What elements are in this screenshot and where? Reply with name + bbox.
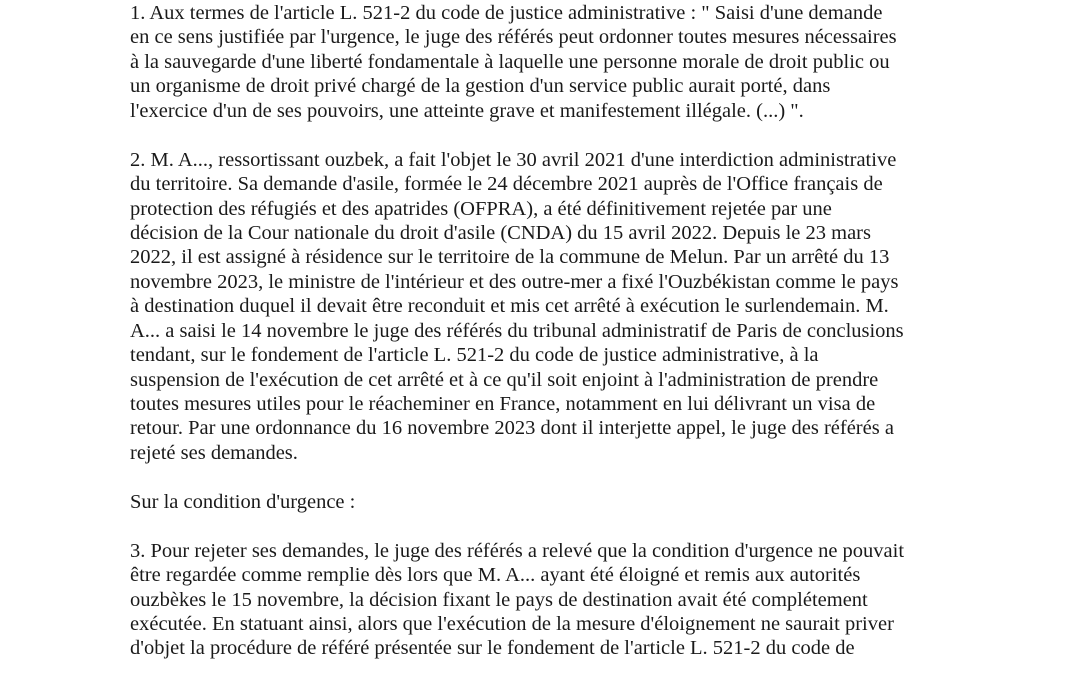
text-line: 3. Pour rejeter ses demandes, le juge des référés a relevé que la condition d'urgence ne pouvait — [130, 539, 905, 562]
text-line: du territoire. Sa demande d'asile, formée le 24 décembre 2021 auprès de l'Office français de — [130, 173, 883, 196]
text-line: être regardée comme remplie dès lors que M. A... ayant été éloigné et remis aux autorités — [130, 564, 861, 587]
text-line: tendant, sur le fondement de l'article L. 521-2 du code de justice administrative, à la — [130, 344, 819, 367]
text-line: 2. M. A..., ressortissant ouzbek, a fait l'objet le 30 avril 2021 d'une interdiction administrative — [130, 148, 897, 171]
paragraph-3 — [130, 539, 990, 661]
text-line: décision de la Cour nationale du droit d'asile (CNDA) du 15 avril 2022. Depuis le 23 mars — [130, 221, 871, 244]
text-line: retour. Par une ordonnance du 16 novembre 2023 dont il interjette appel, le juge des référés a — [130, 417, 894, 440]
text-line: un organisme de droit privé chargé de la gestion d'un service public aurait porté, dans — [130, 75, 831, 98]
text-line: rejeté ses demandes. — [130, 441, 298, 464]
text-line: protection des réfugiés et des apatrides (OFPRA), a été définitivement rejetée par une — [130, 197, 832, 220]
paragraph-spacer — [130, 514, 990, 538]
text-line: novembre 2023, le ministre de l'intérieur et des outre-mer a fixé l'Ouzbékistan comme le pays — [130, 270, 899, 293]
text-line: 1. Aux termes de l'article L. 521-2 du code de justice administrative : " Saisi d'une demande — [130, 2, 883, 24]
text-line: à destination duquel il devait être reconduit et mis cet arrêté à exécution le surlendemain. M. — [130, 295, 889, 318]
document-page — [130, 1, 990, 661]
text-line: exécutée. En statuant ainsi, alors que l'exécution de la mesure d'éloignement ne saurait priver — [130, 612, 894, 635]
text-line: en ce sens justifiée par l'urgence, le juge des référés peut ordonner toutes mesures nécessaires — [130, 26, 897, 49]
text-line: toutes mesures utiles pour le réacheminer en France, notamment en lui délivrant un visa de — [130, 393, 876, 415]
text-line: à la sauvegarde d'une liberté fondamentale à laquelle une personne morale de droit public ou — [130, 50, 890, 73]
paragraph-1 — [130, 1, 990, 123]
text-line: l'exercice d'un de ses pouvoirs, une atteinte grave et manifestement illégale. (...) ". — [130, 99, 804, 122]
paragraph-spacer — [130, 123, 990, 147]
text-line: 2022, il est assigné à résidence sur le territoire de la commune de Melun. Par un arrêté du 13 — [130, 246, 890, 269]
text-line: ouzbèkes le 15 novembre, la décision fixant le pays de destination avait été complétement — [130, 588, 868, 611]
paragraph-spacer — [130, 465, 990, 489]
text-line: suspension de l'exécution de cet arrêté et à ce qu'il soit enjoint à l'administration de prendre — [130, 368, 879, 391]
text-line: d'objet la procédure de référé présentée sur le fondement de l'article L. 521-2 du code de — [130, 637, 855, 660]
paragraph-2 — [130, 148, 990, 466]
text-line: A... a saisi le 14 novembre le juge des référés du tribunal administratif de Paris de conclusions — [130, 319, 904, 342]
section-heading — [130, 490, 990, 514]
heading-text: Sur la condition d'urgence : — [130, 490, 356, 513]
